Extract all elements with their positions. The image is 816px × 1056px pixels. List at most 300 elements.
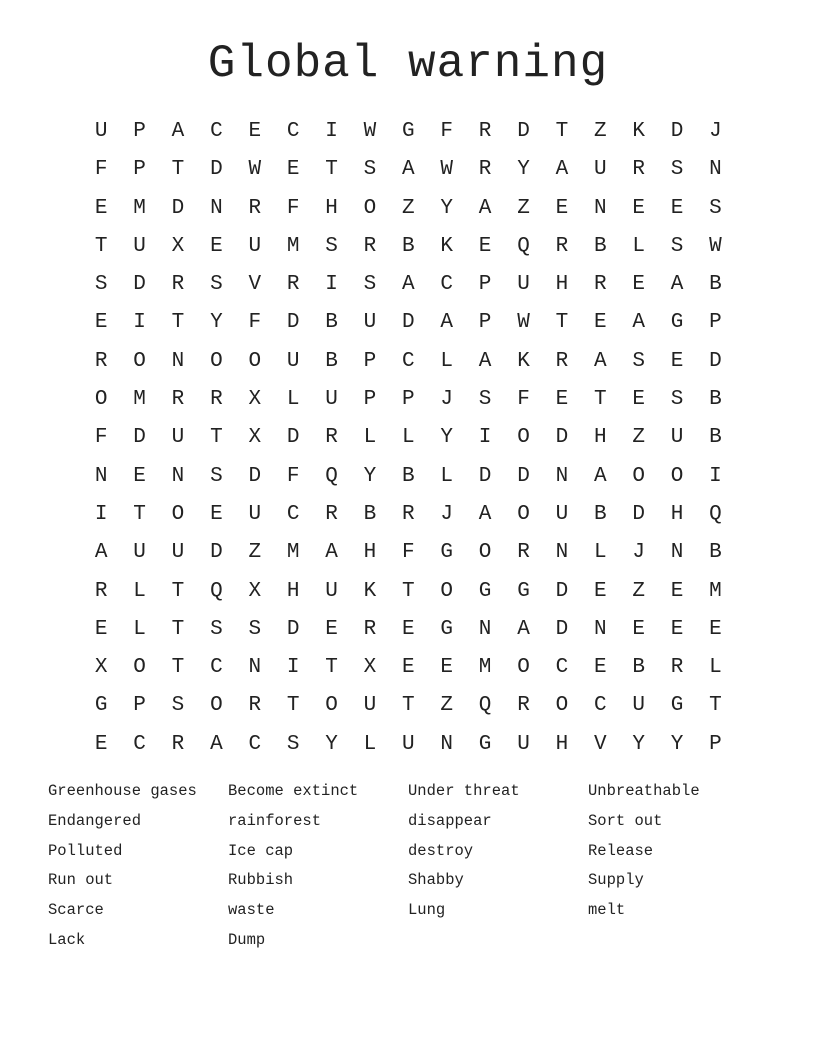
grid-letter: N — [210, 196, 223, 220]
grid-letter: R — [325, 426, 338, 450]
grid-letter: L — [709, 656, 722, 680]
grid-letter: Y — [632, 732, 645, 756]
word-list-item: Ice cap — [228, 841, 294, 860]
grid-letter: V — [248, 273, 262, 297]
grid-letter: D — [517, 120, 530, 143]
grid-letter: A — [593, 464, 607, 488]
grid-letter: Z — [632, 579, 645, 603]
grid-letter: O — [440, 579, 454, 603]
grid-letter: B — [709, 273, 722, 297]
grid-letter: D — [517, 464, 530, 488]
grid-letter: E — [670, 349, 684, 373]
grid-letter: F — [94, 426, 108, 450]
grid-letter: N — [670, 541, 684, 565]
grid-letter: T — [555, 120, 569, 143]
grid-letter: R — [248, 694, 262, 718]
grid-letter: C — [402, 349, 415, 373]
grid-letter: T — [171, 617, 185, 641]
grid-letter: E — [402, 617, 415, 641]
grid-letter: Y — [440, 196, 454, 220]
grid-letter: C — [210, 120, 223, 143]
grid-letter: Y — [363, 464, 377, 488]
grid-letter: T — [133, 502, 146, 526]
grid-letter: D — [286, 311, 300, 335]
grid-letter: U — [555, 502, 569, 526]
grid-letter: U — [94, 120, 108, 143]
word-list-item: Release — [588, 841, 654, 860]
grid-letter: C — [286, 502, 300, 526]
grid-letter: S — [709, 196, 722, 220]
grid-letter: W — [709, 234, 722, 258]
grid-letter: W — [248, 158, 262, 182]
grid-letter: I — [325, 273, 338, 297]
grid-letter: F — [402, 541, 415, 565]
grid-letter: S — [325, 234, 338, 258]
word-list-item: Rubbish — [228, 871, 294, 890]
grid-letter: O — [517, 656, 530, 680]
grid-letter: I — [94, 502, 108, 526]
grid-letter: F — [248, 311, 262, 335]
grid-letter: E — [709, 617, 722, 641]
grid-letter: C — [440, 273, 454, 297]
grid-letter: U — [133, 234, 146, 258]
grid-letter: P — [133, 158, 146, 182]
grid-letter: O — [133, 656, 146, 680]
grid-letter: D — [210, 541, 223, 565]
grid-letter: R — [210, 388, 223, 412]
grid-letter: F — [440, 120, 454, 143]
grid-letter: J — [632, 541, 645, 565]
word-list-item: destroy — [408, 841, 474, 860]
word-list-item: melt — [588, 901, 626, 920]
grid-letter: J — [440, 388, 454, 412]
grid-letter: L — [593, 541, 607, 565]
grid-letter: R — [517, 694, 530, 718]
grid-letter: U — [670, 426, 684, 450]
grid-letter: M — [709, 579, 722, 603]
word-list-item: Shabby — [408, 871, 464, 890]
grid-letter: D — [171, 196, 185, 220]
grid-letter: W — [440, 158, 454, 182]
grid-letter: T — [709, 694, 722, 718]
grid-letter: P — [363, 349, 377, 373]
grid-letter: A — [555, 158, 569, 182]
grid-letter: E — [94, 311, 108, 335]
grid-letter: Z — [440, 694, 454, 718]
grid-letter: P — [363, 388, 377, 412]
grid-letter: G — [440, 541, 454, 565]
grid-letter: U — [517, 732, 530, 756]
word-list-item: Under threat — [408, 782, 520, 800]
grid-letter: O — [171, 502, 185, 526]
grid-letter: O — [632, 464, 645, 488]
grid-letter: R — [670, 656, 684, 680]
grid-letter: L — [133, 579, 146, 603]
grid-letter: D — [709, 349, 722, 373]
grid-letter: R — [171, 273, 185, 297]
grid-letter: N — [171, 349, 185, 373]
grid-letter: N — [248, 656, 262, 680]
word-list-item: Lack — [48, 930, 86, 949]
grid-letter: I — [286, 656, 300, 680]
word-list-item: waste — [228, 901, 275, 920]
grid-letter: P — [133, 120, 146, 143]
grid-letter: X — [363, 656, 377, 680]
grid-letter: S — [478, 388, 492, 412]
grid-letter: F — [94, 158, 108, 182]
grid-letter: O — [670, 464, 684, 488]
grid-letter: B — [709, 541, 722, 565]
grid-letter: E — [210, 234, 223, 258]
grid-letter: U — [171, 541, 185, 565]
grid-letter: U — [517, 273, 530, 297]
grid-letter: P — [478, 311, 492, 335]
grid-letter: D — [133, 273, 146, 297]
grid-letter: B — [709, 388, 722, 412]
grid-letter: U — [133, 541, 146, 565]
grid-letter: R — [632, 158, 645, 182]
grid-letter: X — [171, 234, 185, 258]
grid-letter: O — [133, 349, 146, 373]
grid-letter: A — [402, 158, 415, 182]
grid-letter: G — [478, 579, 492, 603]
grid-letter: E — [593, 579, 607, 603]
grid-letter: Q — [478, 694, 492, 718]
grid-letter: V — [593, 732, 607, 756]
grid-letter: T — [402, 579, 415, 603]
grid-letter: M — [133, 388, 146, 412]
grid-letter: R — [94, 579, 108, 603]
grid-letter: R — [171, 388, 185, 412]
grid-letter: L — [402, 426, 415, 450]
grid-letter: E — [632, 617, 645, 641]
grid-letter: A — [478, 502, 492, 526]
grid-letter: N — [478, 617, 492, 641]
grid-letter: M — [133, 196, 146, 220]
grid-letter: O — [517, 502, 530, 526]
grid-letter: G — [478, 732, 492, 756]
grid-letter: K — [440, 234, 454, 258]
grid-letter: J — [440, 502, 454, 526]
grid-letter: T — [402, 694, 415, 718]
grid-letter: E — [286, 158, 300, 182]
grid-letter: Y — [440, 426, 454, 450]
grid-letter: S — [210, 464, 223, 488]
grid-letter: S — [286, 732, 300, 756]
grid-letter: G — [440, 617, 454, 641]
grid-letter: R — [248, 196, 262, 220]
grid-letter: T — [94, 234, 108, 258]
word-list-item: disappear — [408, 811, 492, 830]
grid-letter: L — [440, 349, 454, 373]
grid-letter: N — [593, 617, 607, 641]
grid-letter: S — [632, 349, 645, 373]
grid-letter: N — [94, 464, 108, 488]
grid-letter: U — [325, 388, 338, 412]
grid-letter: N — [709, 158, 722, 182]
grid-letter: C — [210, 656, 223, 680]
grid-letter: O — [94, 388, 108, 412]
grid-letter: O — [210, 694, 223, 718]
grid-letter: R — [593, 273, 607, 297]
grid-letter: S — [363, 273, 377, 297]
grid-letter: H — [670, 502, 684, 526]
grid-letter: U — [593, 158, 607, 182]
grid-letter: K — [632, 120, 645, 143]
grid-letter: E — [402, 656, 415, 680]
grid-letter: S — [670, 234, 684, 258]
grid-letter: L — [363, 732, 377, 756]
grid-letter: A — [325, 541, 338, 565]
grid-letter: N — [593, 196, 607, 220]
word-list-item: Dump — [228, 930, 266, 949]
grid-letter: G — [517, 579, 530, 603]
grid-letter: L — [133, 617, 146, 641]
grid-letter: D — [286, 426, 300, 450]
grid-letter: T — [593, 388, 607, 412]
grid-letter: J — [709, 120, 722, 143]
grid-letter: X — [94, 656, 108, 680]
grid-letter: E — [670, 617, 684, 641]
grid-letter: D — [402, 311, 415, 335]
grid-letter: Z — [632, 426, 645, 450]
grid-letter: U — [632, 694, 645, 718]
word-list-item: rainforest — [228, 811, 322, 830]
grid-letter: E — [632, 196, 645, 220]
grid-letter: C — [286, 120, 300, 143]
grid-letter: R — [555, 234, 569, 258]
grid-letter: T — [286, 694, 300, 718]
grid-letter: A — [593, 349, 607, 373]
word-search-grid — [82, 113, 735, 764]
grid-letter: H — [555, 273, 569, 297]
grid-letter: D — [555, 579, 569, 603]
grid-letter: E — [555, 388, 569, 412]
grid-letter: O — [210, 349, 223, 373]
grid-letter: I — [709, 464, 722, 488]
grid-letter: E — [632, 388, 645, 412]
grid-letter: Z — [402, 196, 415, 220]
grid-letter: Q — [517, 234, 530, 258]
grid-letter: T — [171, 656, 185, 680]
grid-letter: E — [632, 273, 645, 297]
grid-letter: B — [593, 502, 607, 526]
grid-letter: S — [210, 273, 223, 297]
grid-letter: K — [517, 349, 530, 373]
page-title: Global warning — [207, 38, 609, 90]
grid-letter: A — [402, 273, 415, 297]
grid-letter: A — [210, 732, 223, 756]
grid-letter: R — [325, 502, 338, 526]
grid-letter: R — [363, 617, 377, 641]
grid-letter: U — [363, 311, 377, 335]
grid-letter: F — [286, 464, 300, 488]
grid-letter: R — [363, 234, 377, 258]
grid-letter: F — [517, 388, 530, 412]
grid-letter: P — [402, 388, 415, 412]
grid-letter: T — [171, 158, 185, 182]
grid-letter: P — [709, 732, 722, 756]
grid-letter: E — [593, 656, 607, 680]
grid-letter: A — [478, 196, 492, 220]
grid-letter: U — [171, 426, 185, 450]
grid-letter: S — [210, 617, 223, 641]
grid-letter: E — [133, 464, 146, 488]
word-list-item: Polluted — [48, 841, 123, 860]
grid-letter: D — [478, 464, 492, 488]
grid-letter: T — [325, 158, 338, 182]
grid-letter: M — [286, 541, 300, 565]
grid-letter: E — [325, 617, 338, 641]
grid-letter: S — [670, 388, 684, 412]
grid-letter: K — [363, 579, 377, 603]
grid-letter: R — [555, 349, 569, 373]
grid-letter: X — [248, 388, 262, 412]
grid-letter: R — [478, 158, 492, 182]
grid-letter: Z — [248, 541, 262, 565]
grid-letter: D — [210, 158, 223, 182]
word-list-item: Greenhouse gases — [48, 782, 197, 800]
grid-letter: L — [632, 234, 645, 258]
grid-letter: E — [593, 311, 607, 335]
grid-letter: T — [210, 426, 223, 450]
grid-letter: R — [517, 541, 530, 565]
word-list-item: Run out — [48, 871, 114, 890]
grid-letter: R — [478, 120, 492, 143]
word-list-item: Become extinct — [228, 782, 359, 800]
grid-letter: O — [517, 426, 530, 450]
grid-letter: T — [555, 311, 569, 335]
grid-letter: E — [210, 502, 223, 526]
grid-letter: O — [478, 541, 492, 565]
grid-letter: D — [632, 502, 645, 526]
grid-letter: D — [133, 426, 146, 450]
grid-letter: Q — [325, 464, 338, 488]
grid-letter: U — [248, 234, 262, 258]
word-list-item: Unbreathable — [588, 782, 700, 800]
grid-letter: U — [248, 502, 262, 526]
grid-letter: E — [670, 196, 684, 220]
grid-letter: M — [286, 234, 300, 258]
grid-letter: O — [248, 349, 262, 373]
word-list-item: Scarce — [48, 901, 104, 920]
grid-letter: Z — [517, 196, 530, 220]
grid-letter: A — [517, 617, 530, 641]
grid-letter: E — [555, 196, 569, 220]
grid-letter: E — [94, 617, 108, 641]
grid-letter: E — [94, 196, 108, 220]
word-list-item: Lung — [408, 901, 446, 920]
grid-letter: P — [709, 311, 722, 335]
grid-letter: U — [325, 579, 338, 603]
grid-letter: Y — [325, 732, 338, 756]
grid-letter: R — [286, 273, 300, 297]
grid-letter: I — [133, 311, 146, 335]
grid-letter: C — [133, 732, 146, 756]
grid-letter: B — [593, 234, 607, 258]
grid-letter: N — [555, 464, 569, 488]
grid-letter: I — [478, 426, 492, 450]
grid-letter: A — [171, 120, 185, 143]
grid-letter: H — [593, 426, 607, 450]
grid-letter: A — [440, 311, 454, 335]
grid-letter: S — [248, 617, 262, 641]
grid-letter: E — [94, 732, 108, 756]
grid-letter: P — [478, 273, 492, 297]
grid-letter: G — [94, 694, 108, 718]
grid-letter: G — [402, 120, 415, 143]
grid-letter: L — [440, 464, 454, 488]
grid-letter: Z — [593, 120, 607, 143]
grid-letter: B — [402, 464, 415, 488]
grid-letter: Q — [709, 502, 722, 526]
grid-letter: D — [286, 617, 300, 641]
grid-letter: I — [325, 120, 338, 143]
grid-letter: G — [670, 311, 684, 335]
word-list-item: Supply — [588, 871, 644, 890]
word-list — [48, 780, 768, 959]
word-list-item: Endangered — [48, 811, 142, 830]
grid-letter: R — [171, 732, 185, 756]
grid-letter: C — [555, 656, 569, 680]
grid-letter: C — [248, 732, 262, 756]
grid-letter: O — [555, 694, 569, 718]
grid-letter: Q — [210, 579, 223, 603]
grid-letter: W — [363, 120, 377, 143]
grid-letter: X — [248, 426, 262, 450]
grid-letter: A — [478, 349, 492, 373]
grid-letter: W — [517, 311, 530, 335]
grid-letter: E — [478, 234, 492, 258]
grid-letter: B — [363, 502, 377, 526]
grid-letter: F — [286, 196, 300, 220]
grid-letter: C — [593, 694, 607, 718]
grid-letter: E — [670, 579, 684, 603]
grid-letter: H — [363, 541, 377, 565]
grid-letter: U — [402, 732, 415, 756]
grid-letter: S — [670, 158, 684, 182]
grid-letter: O — [325, 694, 338, 718]
grid-letter: S — [363, 158, 377, 182]
grid-letter: H — [325, 196, 338, 220]
grid-letter: L — [286, 388, 300, 412]
grid-letter: Y — [517, 158, 530, 182]
word-list-item: Sort out — [588, 811, 663, 830]
grid-letter: L — [363, 426, 377, 450]
grid-letter: D — [670, 120, 684, 143]
grid-letter: A — [632, 311, 645, 335]
grid-letter: E — [440, 656, 454, 680]
grid-letter: U — [286, 349, 300, 373]
grid-letter: U — [363, 694, 377, 718]
grid-letter: Y — [210, 311, 223, 335]
grid-letter: P — [133, 694, 146, 718]
grid-letter: T — [171, 311, 185, 335]
grid-letter: T — [171, 579, 185, 603]
grid-letter: X — [248, 579, 262, 603]
grid-letter: D — [248, 464, 262, 488]
grid-letter: R — [402, 502, 415, 526]
grid-letter: S — [94, 273, 108, 297]
grid-letter: O — [363, 196, 377, 220]
grid-letter: R — [94, 349, 108, 373]
grid-letter: B — [402, 234, 415, 258]
grid-letter: S — [171, 694, 185, 718]
grid-letter: N — [171, 464, 185, 488]
grid-letter: Y — [670, 732, 684, 756]
grid-letter: N — [440, 732, 454, 756]
grid-letter: B — [709, 426, 722, 450]
